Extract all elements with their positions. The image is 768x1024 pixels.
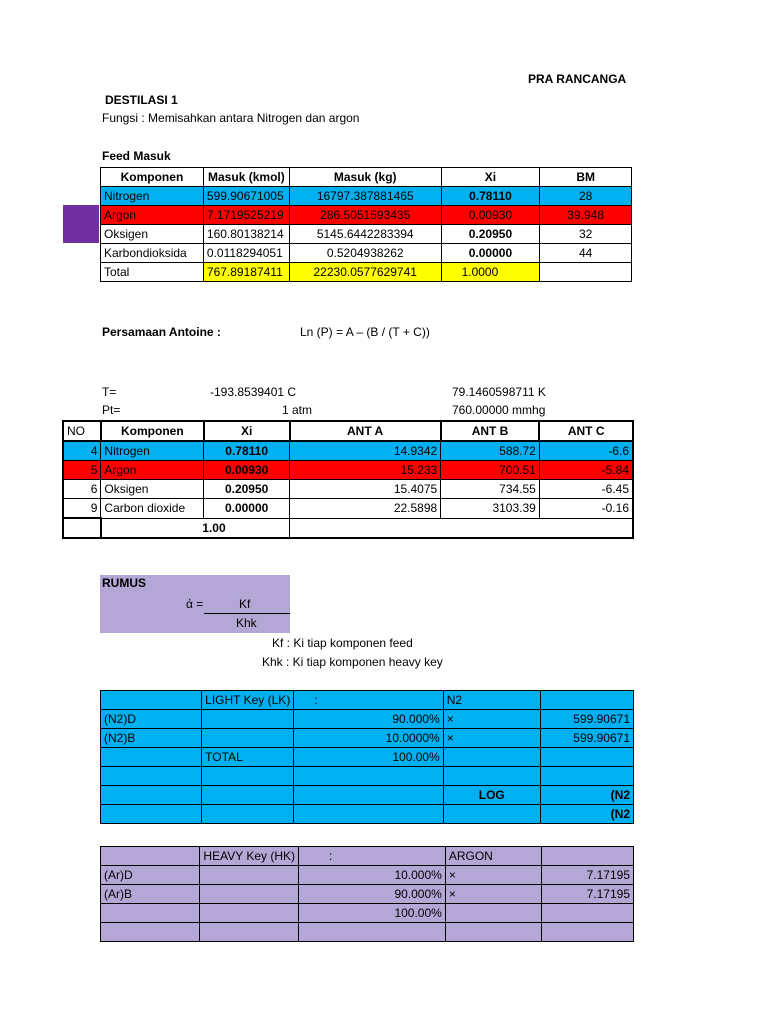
header-cell: NO: [63, 421, 101, 441]
total-row: [101, 263, 632, 282]
cell: 0.5204938262: [289, 244, 441, 263]
cell: [294, 767, 443, 786]
header-title: PRA RANCANGA: [528, 72, 627, 86]
note-khk: Khk : Ki tiap komponen heavy key: [262, 655, 443, 669]
table-row: [101, 866, 634, 885]
cell: 0.20950: [204, 480, 290, 499]
table-row: [101, 691, 634, 710]
cell: [101, 691, 202, 710]
lk-value: N2: [443, 691, 540, 710]
cell: 32: [540, 225, 632, 244]
header-cell: ANT C: [539, 421, 633, 441]
cell: 588.72: [441, 441, 540, 461]
table-row: [101, 786, 634, 805]
table-row: [63, 461, 633, 480]
cell: 5: [63, 461, 101, 480]
cell: Oksigen: [101, 225, 204, 244]
header-cell: Masuk (kmol): [203, 168, 289, 187]
antoine-formula: Ln (P) = A – (B / (T + C)): [300, 325, 430, 339]
table-row: [63, 499, 633, 519]
cell: 0.00930: [441, 206, 540, 225]
rumus-alpha: ά =: [186, 597, 204, 611]
hk-row-val: 7.17195: [542, 866, 634, 885]
lk-row-val: 599.90671: [540, 710, 633, 729]
section-title: DESTILASI 1: [105, 93, 178, 107]
lk-total-label: TOTAL: [202, 748, 294, 767]
cell: 700.51: [441, 461, 540, 480]
cell: Total: [101, 263, 204, 282]
table-row: [101, 847, 634, 866]
pt-mmhg: 760.00000 mmhg: [452, 403, 546, 417]
cell: [542, 923, 634, 942]
cell: Karbondioksida: [101, 244, 204, 263]
total-row: [63, 518, 633, 538]
cell: [443, 805, 540, 824]
light-key-table: [100, 690, 634, 824]
lk-row-label: (N2)B: [101, 729, 202, 748]
cell: [200, 885, 299, 904]
table-row: [101, 710, 634, 729]
cell: [200, 866, 299, 885]
cell: 0.20950: [441, 225, 540, 244]
header-cell: ANT B: [441, 421, 540, 441]
cell: 160.80138214: [203, 225, 289, 244]
cell: [200, 923, 299, 942]
hk-value: ARGON: [445, 847, 541, 866]
lk-row-val: 599.90671: [540, 729, 633, 748]
table-row: [101, 244, 632, 263]
cell: [202, 805, 294, 824]
header-cell: Xi: [441, 168, 540, 187]
rumus-numerator: Kf: [239, 597, 251, 611]
cell: [443, 767, 540, 786]
total-xi: 1.00: [101, 518, 290, 538]
cell: [101, 847, 200, 866]
header-cell: Masuk (kg): [289, 168, 441, 187]
cell: [101, 786, 202, 805]
lk-log-val1: (N2: [540, 786, 633, 805]
hk-total-pct: 100.00%: [299, 904, 446, 923]
cell: Argon: [101, 206, 204, 225]
cell: [299, 923, 446, 942]
cell: 599.90671005: [203, 187, 289, 206]
cell: 3103.39: [441, 499, 540, 519]
header-cell: Xi: [204, 421, 290, 441]
cell: 0.00000: [204, 499, 290, 519]
feed-label: Feed Masuk: [102, 149, 171, 163]
lk-total-pct: 100.00%: [294, 748, 443, 767]
antoine-label: Persamaan Antoine :: [102, 325, 221, 339]
cell: [101, 904, 200, 923]
cell: 14.9342: [290, 441, 441, 461]
cell: [101, 805, 202, 824]
cell: 7.1719525219: [203, 206, 289, 225]
lk-row-label: (N2)D: [101, 710, 202, 729]
hk-row-pct: 10.000%: [299, 866, 446, 885]
cell: 0.0118294051: [203, 244, 289, 263]
cell: 9: [63, 499, 101, 519]
cell: 6: [63, 480, 101, 499]
cell: [540, 691, 633, 710]
cell: 28: [540, 187, 632, 206]
hk-row-label: (Ar)D: [101, 866, 200, 885]
lk-row-pct: 90.000%: [294, 710, 443, 729]
antoine-header-row: [63, 421, 633, 441]
cell: 286.5051593435: [289, 206, 441, 225]
header-cell: BM: [540, 168, 632, 187]
cell: 734.55: [441, 480, 540, 499]
cell: [294, 786, 443, 805]
heavy-key-table: [100, 846, 634, 942]
fungsi-text: Fungsi : Memisahkan antara Nitrogen dan argon: [102, 111, 360, 125]
pt-atm: 1 atm: [282, 403, 313, 417]
hk-row-times: ×: [445, 866, 541, 885]
table-row: [101, 767, 634, 786]
lk-row-pct: 10.0000%: [294, 729, 443, 748]
cell: -6.6: [539, 441, 633, 461]
cell: 16797.387881465: [289, 187, 441, 206]
cell: [445, 904, 541, 923]
cell: 39.948: [540, 206, 632, 225]
header-cell: Komponen: [101, 421, 204, 441]
cell: Carbon dioxide: [101, 499, 204, 519]
cell: 0.78110: [441, 187, 540, 206]
table-row: [63, 480, 633, 499]
purple-marker: [63, 205, 99, 243]
cell: 15.4075: [290, 480, 441, 499]
cell: [101, 923, 200, 942]
t-label: T=: [102, 385, 117, 399]
table-row: [101, 748, 634, 767]
antoine-table: [62, 420, 634, 539]
cell: -5.84: [539, 461, 633, 480]
cell: [294, 805, 443, 824]
cell: [290, 518, 634, 538]
cell: 0.78110: [204, 441, 290, 461]
cell: [200, 904, 299, 923]
cell: 22230.0577629741: [289, 263, 441, 282]
hk-row-label: (Ar)B: [101, 885, 200, 904]
cell: [445, 923, 541, 942]
hk-row-pct: 90.000%: [299, 885, 446, 904]
table-row: [101, 805, 634, 824]
lk-row-times: ×: [443, 710, 540, 729]
header-cell: Komponen: [101, 168, 204, 187]
cell: Argon: [101, 461, 204, 480]
table-row: [63, 441, 633, 461]
cell: [202, 786, 294, 805]
cell: [540, 748, 633, 767]
cell: 767.89187411: [203, 263, 289, 282]
hk-row-val: 7.17195: [542, 885, 634, 904]
pt-label: Pt=: [102, 403, 121, 417]
table-row: [101, 885, 634, 904]
t-celsius: -193.8539401 C: [210, 385, 297, 399]
cell: [101, 748, 202, 767]
cell: Oksigen: [101, 480, 204, 499]
lk-row-times: ×: [443, 729, 540, 748]
t-kelvin: 79.1460598711 K: [452, 385, 546, 399]
table-row: [101, 729, 634, 748]
cell: [443, 748, 540, 767]
header-cell: ANT A: [290, 421, 441, 441]
rumus-title: RUMUS: [102, 576, 146, 590]
cell: [202, 710, 294, 729]
cell: 0.00000: [441, 244, 540, 263]
table-row: [101, 904, 634, 923]
cell: Nitrogen: [101, 441, 204, 461]
table-row: [101, 923, 634, 942]
note-kf: Kf : Ki tiap komponen feed: [272, 636, 413, 650]
cell: [63, 518, 101, 538]
cell: 1.0000: [441, 263, 540, 282]
cell: 15.233: [290, 461, 441, 480]
table-row: [101, 206, 632, 225]
cell: 44: [540, 244, 632, 263]
fraction-line: [204, 613, 290, 614]
cell: [202, 767, 294, 786]
cell: [542, 847, 634, 866]
rumus-denominator: Khk: [236, 616, 257, 630]
cell: -6.45: [539, 480, 633, 499]
cell: [540, 767, 633, 786]
cell: -0.16: [539, 499, 633, 519]
cell: [202, 729, 294, 748]
cell: 22.5898: [290, 499, 441, 519]
cell: [540, 263, 632, 282]
cell: [101, 767, 202, 786]
feed-header-row: [101, 168, 632, 187]
hk-row-times: ×: [445, 885, 541, 904]
hk-colon: :: [299, 847, 446, 866]
table-row: [101, 225, 632, 244]
feed-table: [100, 167, 632, 282]
cell: 4: [63, 441, 101, 461]
lk-colon: :: [294, 691, 443, 710]
cell: 0.00930: [204, 461, 290, 480]
hk-title: HEAVY Key (HK): [200, 847, 299, 866]
table-row: [101, 187, 632, 206]
cell: Nitrogen: [101, 187, 204, 206]
lk-log-label: LOG: [443, 786, 540, 805]
lk-log-val2: (N2: [540, 805, 633, 824]
cell: 5145.6442283394: [289, 225, 441, 244]
cell: [542, 904, 634, 923]
lk-title: LIGHT Key (LK): [202, 691, 294, 710]
